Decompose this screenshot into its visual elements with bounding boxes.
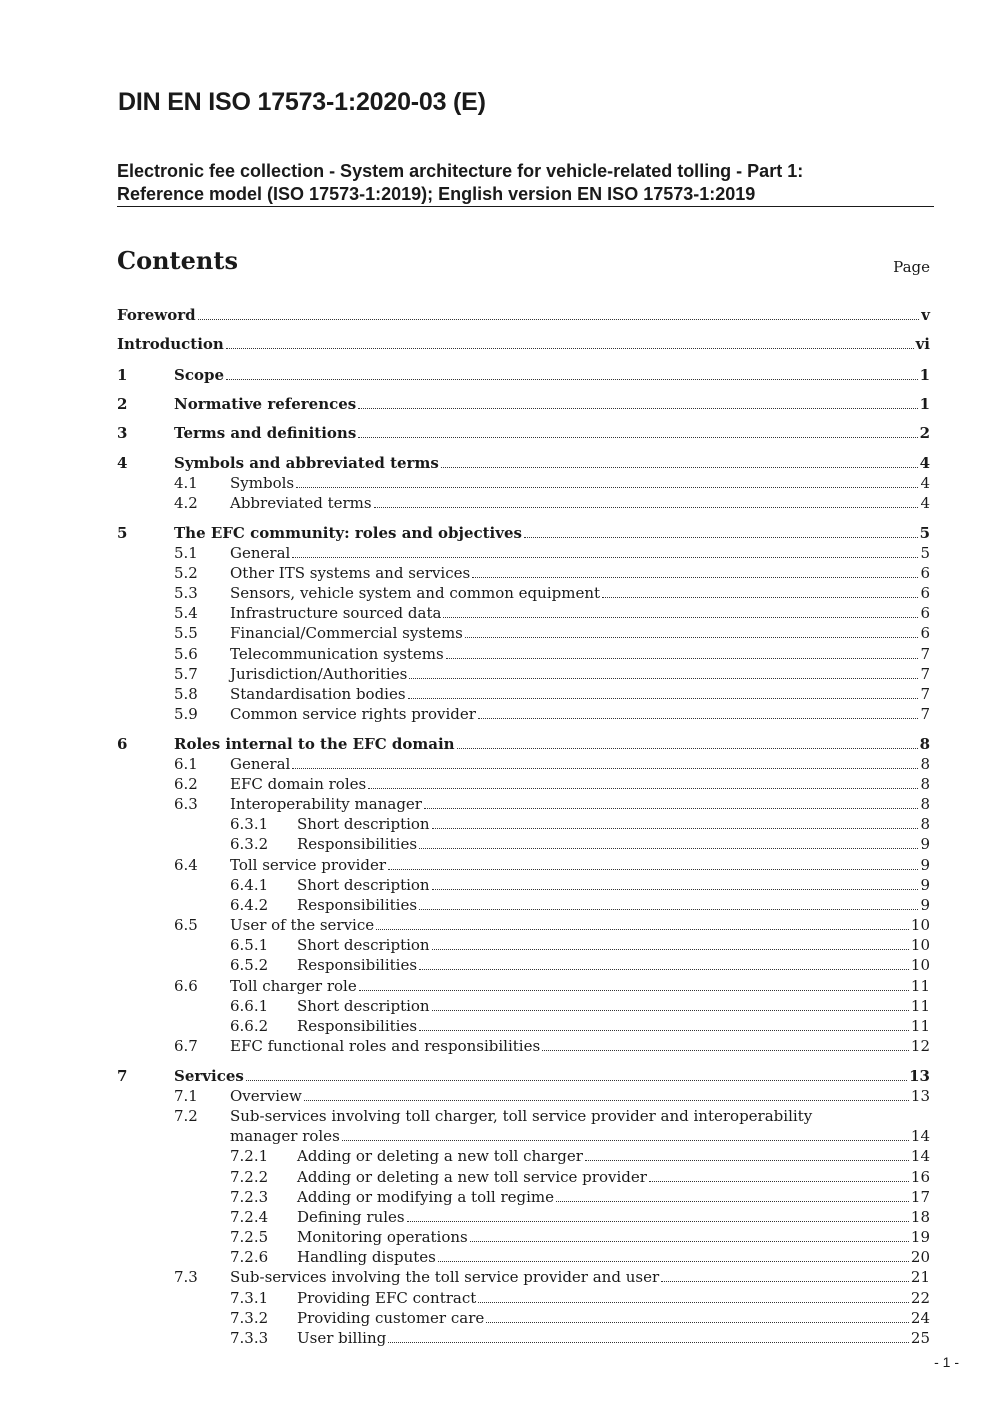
toc-entry-number: 7.3: [174, 1268, 198, 1286]
toc-entry-page: 4: [919, 454, 930, 472]
toc-entry-number: 3: [117, 424, 128, 442]
toc-entry[interactable]: [174, 493, 930, 513]
toc-entry[interactable]: [174, 855, 930, 875]
toc-entry-page: 10: [910, 916, 930, 934]
dot-leader: [432, 828, 919, 829]
dot-leader: [465, 637, 919, 638]
toc-entry-number: 7.2.1: [230, 1147, 269, 1165]
dot-leader: [407, 1221, 909, 1222]
dot-leader: [432, 889, 919, 890]
toc-entry-number: 6.6: [174, 977, 198, 995]
toc-entry-number: 6.5: [174, 916, 198, 934]
toc-entry-number: 7.2.2: [230, 1168, 269, 1186]
toc-entry-page: 18: [910, 1208, 930, 1226]
toc-entry-title: Roles internal to the EFC domain: [174, 735, 455, 753]
toc-entry-page: 1: [919, 366, 930, 384]
toc-entry[interactable]: [117, 423, 930, 443]
dot-leader: [292, 557, 918, 558]
toc-entry-title-line1: Sub-services involving toll charger, toll service provider and interoperability: [230, 1107, 813, 1125]
dot-leader: [470, 1241, 909, 1242]
toc-entry[interactable]: [174, 976, 930, 996]
toc-entry-page: 5: [919, 524, 930, 542]
toc-entry-number: 5.8: [174, 685, 198, 703]
toc-entry-number: 7.3.3: [230, 1329, 269, 1347]
toc-entry-number: 5.2: [174, 564, 198, 582]
toc-entry[interactable]: [230, 1308, 930, 1328]
toc-entry-number: 6.5.2: [230, 956, 269, 974]
toc-entry-number: 6.3: [174, 795, 198, 813]
toc-entry-title: Responsibilities: [297, 1017, 418, 1035]
toc-entry[interactable]: [117, 365, 930, 385]
dot-leader: [358, 437, 917, 438]
toc-entry-page: 13: [910, 1087, 930, 1105]
toc-entry-title: Adding or modifying a toll regime: [297, 1188, 555, 1206]
toc-entry-title: The EFC community: roles and objectives: [174, 524, 522, 542]
toc-entry-page: 13: [909, 1067, 930, 1085]
dot-leader: [478, 718, 919, 719]
dot-leader: [419, 909, 918, 910]
toc-entry-title: manager roles: [230, 1127, 340, 1145]
toc-entry[interactable]: [117, 305, 930, 325]
toc-entry-number: 5.9: [174, 705, 198, 723]
toc-entry-page: 24: [910, 1309, 930, 1327]
toc-entry[interactable]: [174, 603, 930, 623]
toc-entry[interactable]: [230, 1227, 930, 1247]
dot-leader: [524, 537, 918, 538]
toc-entry-number: 7.2: [174, 1107, 198, 1125]
page-column-label: Page: [893, 258, 930, 276]
toc-entry-page: 7: [920, 685, 930, 703]
dot-leader: [661, 1281, 909, 1282]
toc-entry-title: Responsibilities: [297, 835, 418, 853]
dot-leader: [388, 869, 918, 870]
toc-entry-number: 5.4: [174, 604, 198, 622]
toc-entry-number: 6.3.1: [230, 815, 269, 833]
toc-entry-title: Short description: [297, 936, 430, 954]
toc-entry-number: 5: [117, 524, 128, 542]
toc-entry-title: Financial/Commercial systems: [230, 624, 463, 642]
toc-entry-page: 22: [910, 1289, 930, 1307]
toc-entry[interactable]: [230, 1146, 930, 1166]
toc-entry-number: 6.4: [174, 856, 198, 874]
toc-entry-title: Scope: [174, 366, 225, 384]
toc-entry-page: 21: [910, 1268, 930, 1286]
toc-entry-page: 8: [920, 755, 930, 773]
dot-leader: [438, 1261, 909, 1262]
dot-leader: [296, 487, 918, 488]
toc-entry[interactable]: [117, 334, 930, 354]
toc-entry-number: 6.6.1: [230, 997, 269, 1015]
toc-entry-title: Short description: [297, 876, 430, 894]
toc-entry[interactable]: [174, 623, 930, 643]
toc-entry-title: Overview: [230, 1087, 302, 1105]
dot-leader: [441, 467, 918, 468]
toc-entry[interactable]: [117, 394, 930, 414]
toc-entry-title: Abbreviated terms: [230, 494, 372, 512]
dot-leader: [358, 408, 917, 409]
toc-entry-title: Common service rights provider: [230, 705, 476, 723]
dot-leader: [432, 1010, 909, 1011]
toc-entry-page: 10: [910, 956, 930, 974]
toc-entry[interactable]: [174, 1267, 930, 1287]
toc-entry[interactable]: [230, 955, 930, 975]
toc-entry-number: 5.5: [174, 624, 198, 642]
dot-leader: [409, 678, 918, 679]
toc-entry-page: 6: [920, 564, 930, 582]
toc-entry-number: 5.7: [174, 665, 198, 683]
dot-leader: [486, 1322, 909, 1323]
toc-entry-title: Providing EFC contract: [297, 1289, 477, 1307]
dot-leader: [542, 1050, 909, 1051]
toc-entry-number: 7.2.5: [230, 1228, 269, 1246]
dot-leader: [419, 1030, 909, 1031]
toc-entry-title: Handling disputes: [297, 1248, 436, 1266]
toc-entry-number: 7.3.2: [230, 1309, 269, 1327]
toc-entry-number: 5.1: [174, 544, 198, 562]
toc-entry-number: 7.1: [174, 1087, 198, 1105]
toc-entry-number: 6: [117, 735, 128, 753]
dot-leader: [374, 507, 919, 508]
toc-entry[interactable]: [174, 684, 930, 704]
toc-entry-number: 6.7: [174, 1037, 198, 1055]
toc-entry[interactable]: [174, 563, 930, 583]
dot-leader: [342, 1140, 909, 1141]
toc-entry-number: 2: [117, 395, 128, 413]
toc-entry-title: User of the service: [230, 916, 375, 934]
toc-entry-title: General: [230, 544, 291, 562]
dot-leader: [246, 1080, 907, 1081]
toc-entry-title: Symbols and abbreviated terms: [174, 454, 439, 472]
toc-entry[interactable]: [174, 915, 930, 935]
toc-entry-number: 7.3.1: [230, 1289, 269, 1307]
toc-entry-page: 11: [910, 997, 930, 1015]
toc-entry-number: 6.1: [174, 755, 198, 773]
toc-entry-page: 10: [910, 936, 930, 954]
toc-entry[interactable]: [174, 1036, 930, 1056]
toc-entry-page: 11: [910, 977, 930, 995]
toc-entry[interactable]: [174, 1086, 930, 1106]
toc-entry-page: 9: [920, 876, 930, 894]
dot-leader: [226, 348, 914, 349]
dot-leader: [424, 808, 918, 809]
toc-entry-number: 4.1: [174, 474, 198, 492]
toc-entry[interactable]: [174, 1126, 930, 1146]
dot-leader: [408, 698, 919, 699]
toc-entry[interactable]: [174, 704, 930, 724]
toc-entry-title: Short description: [297, 815, 430, 833]
toc-entry-title: Monitoring operations: [297, 1228, 468, 1246]
toc-entry[interactable]: [174, 794, 930, 814]
toc-entry-title: Services: [174, 1067, 244, 1085]
toc-entry-page: 12: [910, 1037, 930, 1055]
dot-leader: [226, 379, 918, 380]
toc-entry-page: 4: [920, 494, 930, 512]
dot-leader: [388, 1342, 909, 1343]
dot-leader: [304, 1100, 909, 1101]
toc-entry-page: 7: [920, 665, 930, 683]
toc-entry-title: Normative references: [174, 395, 357, 413]
toc-entry-page: 5: [920, 544, 930, 562]
toc-entry-title: Telecommunication systems: [230, 645, 444, 663]
toc-entry-page: 6: [920, 584, 930, 602]
dot-leader: [649, 1181, 909, 1182]
toc-entry[interactable]: [230, 1016, 930, 1036]
toc-entry-title: Adding or deleting a new toll service provider: [297, 1168, 647, 1186]
subtitle-line-1: Electronic fee collection - System architecture for vehicle-related tolling - Part 1:: [117, 161, 804, 181]
toc-entry[interactable]: [230, 814, 930, 834]
toc-entry[interactable]: [174, 543, 930, 563]
toc-entry-number: 5.3: [174, 584, 198, 602]
toc-entry-title: Responsibilities: [297, 896, 418, 914]
toc-entry-title: Sub-services involving the toll service provider and user: [230, 1268, 660, 1286]
toc-entry-number: 6.5.1: [230, 936, 269, 954]
toc-entry-number: 4: [117, 454, 128, 472]
toc-entry-page: 6: [920, 624, 930, 642]
toc-entry[interactable]: [230, 1187, 930, 1207]
toc-entry-page: 8: [920, 775, 930, 793]
toc-entry[interactable]: [117, 1066, 930, 1086]
dot-leader: [359, 990, 909, 991]
toc-entry-page: 2: [919, 424, 930, 442]
toc-entry-title: EFC functional roles and responsibilities: [230, 1037, 541, 1055]
dot-leader: [556, 1201, 909, 1202]
toc-entry[interactable]: [230, 1167, 930, 1187]
toc-entry-page: 4: [920, 474, 930, 492]
toc-entry-title: Jurisdiction/Authorities: [230, 665, 408, 683]
dot-leader: [432, 949, 909, 950]
toc-entry[interactable]: [230, 935, 930, 955]
toc-entry-title: Standardisation bodies: [230, 685, 406, 703]
toc-entry-number: 7.2.6: [230, 1248, 269, 1266]
dot-leader: [443, 617, 918, 618]
toc-entry-page: 1: [919, 395, 930, 413]
dot-leader: [585, 1160, 909, 1161]
toc-entry-title: Terms and definitions: [174, 424, 357, 442]
toc-entry[interactable]: [230, 1328, 930, 1348]
toc-entry-page: 14: [910, 1127, 930, 1145]
toc-entry-page: 9: [920, 835, 930, 853]
toc-entry-page: vi: [915, 335, 930, 353]
toc-entry-title: Defining rules: [297, 1208, 405, 1226]
toc-entry-title: Short description: [297, 997, 430, 1015]
contents-heading: Contents: [117, 246, 238, 275]
toc-entry[interactable]: [230, 875, 930, 895]
toc-entry-number: 7.2.3: [230, 1188, 269, 1206]
page-number: - 1 -: [934, 1354, 959, 1370]
toc-entry-number: 7: [117, 1067, 128, 1085]
toc-entry-title: User billing: [297, 1329, 387, 1347]
toc-entry-page: 19: [910, 1228, 930, 1246]
toc-entry[interactable]: [230, 895, 930, 915]
dot-leader: [368, 788, 918, 789]
toc-entry[interactable]: [230, 1247, 930, 1267]
dot-leader: [478, 1302, 909, 1303]
toc-entry-title: EFC domain roles: [230, 775, 367, 793]
toc-entry-page: 7: [920, 645, 930, 663]
toc-entry-number: 6.4.1: [230, 876, 269, 894]
subtitle-line-2: Reference model (ISO 17573-1:2019); English version EN ISO 17573-1:2019: [117, 184, 756, 204]
toc-entry[interactable]: [174, 473, 930, 493]
toc-entry[interactable]: [174, 754, 930, 774]
toc-entry[interactable]: [174, 774, 930, 794]
toc-entry-page: 9: [920, 896, 930, 914]
toc-entry-title: Providing customer care: [297, 1309, 485, 1327]
toc-entry-number: 7.2.4: [230, 1208, 269, 1226]
toc-entry[interactable]: [230, 1288, 930, 1308]
toc-entry-number: 6.2: [174, 775, 198, 793]
toc-entry-page: 8: [920, 815, 930, 833]
toc-entry-title: Adding or deleting a new toll charger: [297, 1147, 583, 1165]
dot-leader: [292, 768, 918, 769]
toc-entry-number: 4.2: [174, 494, 198, 512]
toc-entry-number: 5.6: [174, 645, 198, 663]
dot-leader: [419, 969, 909, 970]
dot-leader: [602, 597, 918, 598]
toc-entry-page: 16: [910, 1168, 930, 1186]
toc-entry-title: Interoperability manager: [230, 795, 422, 813]
toc-entry-title: Toll charger role: [230, 977, 357, 995]
dot-leader: [419, 848, 918, 849]
toc-entry-page: 7: [920, 705, 930, 723]
toc-entry[interactable]: [174, 644, 930, 664]
toc-entry-title: Other ITS systems and services: [230, 564, 471, 582]
toc-entry-number: 6.4.2: [230, 896, 269, 914]
toc-entry-page: 8: [919, 735, 930, 753]
toc-entry-title: General: [230, 755, 291, 773]
toc-entry-page: v: [921, 306, 930, 324]
dot-leader: [472, 577, 918, 578]
dot-leader: [446, 658, 919, 659]
toc-entry-page: 6: [920, 604, 930, 622]
toc-entry[interactable]: [117, 523, 930, 543]
dot-leader: [198, 319, 920, 320]
toc-entry[interactable]: [230, 1207, 930, 1227]
toc-entry-number: 6.3.2: [230, 835, 269, 853]
toc-entry-page: 25: [910, 1329, 930, 1347]
toc-entry-page: 14: [910, 1147, 930, 1165]
toc-entry[interactable]: [230, 996, 930, 1016]
toc-entry-title: Infrastructure sourced data: [230, 604, 442, 622]
toc-entry-page: 8: [920, 795, 930, 813]
toc-entry[interactable]: [117, 734, 930, 754]
toc-entry-title: Responsibilities: [297, 956, 418, 974]
toc-entry-page: 20: [910, 1248, 930, 1266]
dot-leader: [376, 929, 909, 930]
toc-entry-title: Foreword: [117, 306, 196, 324]
toc-entry-page: 17: [910, 1188, 930, 1206]
document-title: DIN EN ISO 17573-1:2020-03 (E): [118, 88, 486, 116]
toc-entry-title: Sensors, vehicle system and common equipment: [230, 584, 601, 602]
toc-entry-number: 1: [117, 366, 128, 384]
toc-entry[interactable]: [117, 453, 930, 473]
toc-entry-number: 6.6.2: [230, 1017, 269, 1035]
toc-entry-title: Toll service provider: [230, 856, 387, 874]
toc-entry-page: 9: [920, 856, 930, 874]
toc-entry-title: Introduction: [117, 335, 224, 353]
toc-entry-page: 11: [910, 1017, 930, 1035]
dot-leader: [457, 748, 918, 749]
toc-entry[interactable]: [174, 664, 930, 684]
toc-entry-title: Symbols: [230, 474, 295, 492]
toc-entry[interactable]: [174, 583, 930, 603]
toc-entry[interactable]: [230, 834, 930, 854]
